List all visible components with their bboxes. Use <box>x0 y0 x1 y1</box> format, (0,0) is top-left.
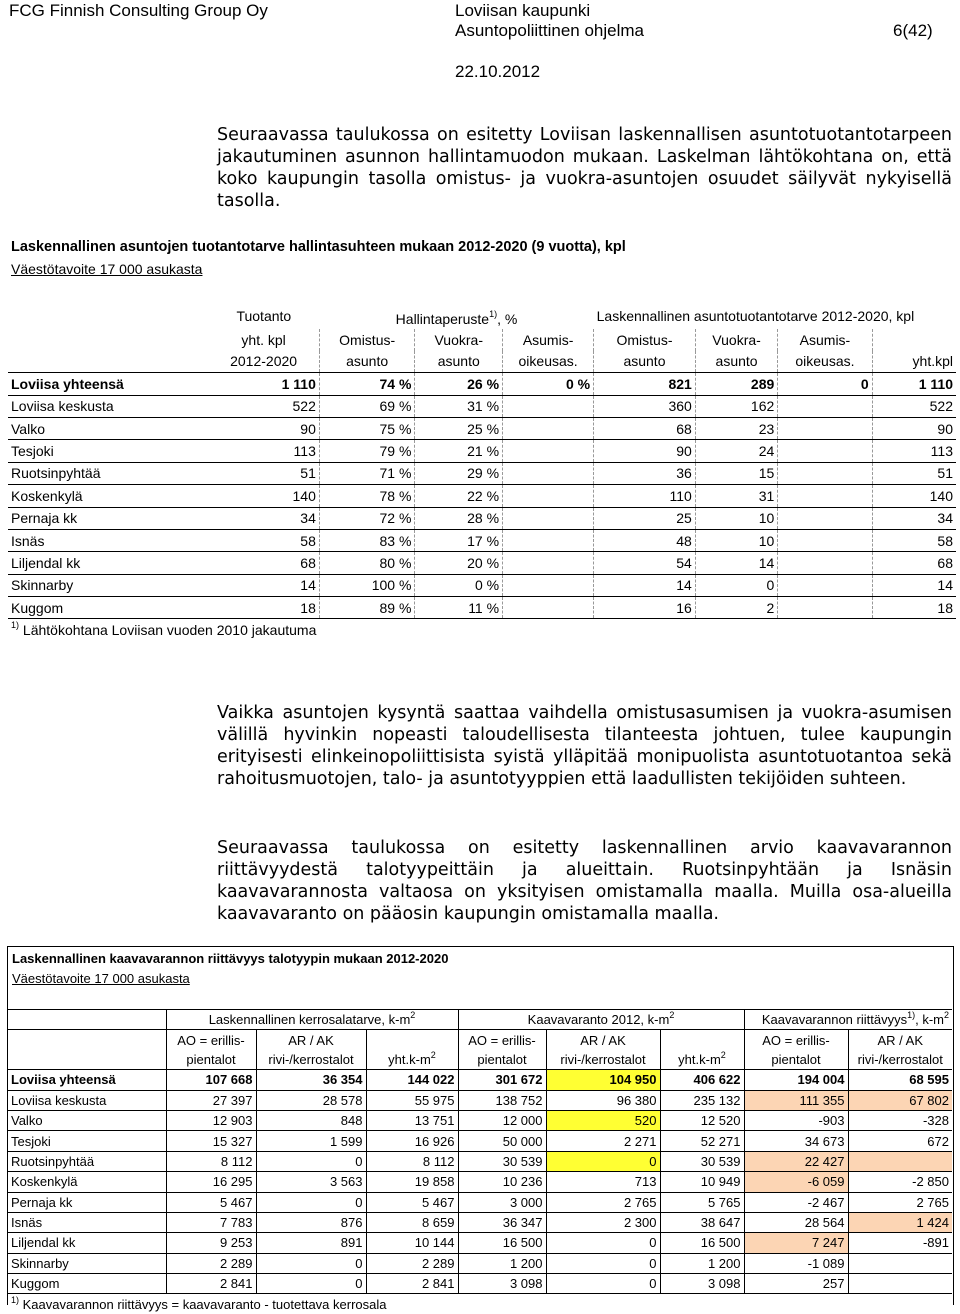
th-oikeus-2: oikeusas. <box>778 351 872 373</box>
table-cell: 2 841 <box>166 1274 256 1294</box>
table-row <box>8 395 956 417</box>
table-cell: 3 098 <box>458 1274 546 1294</box>
table-cell: 34 <box>872 507 956 529</box>
th-riittavyys <box>744 1010 952 1030</box>
table-cell: 1 200 <box>458 1253 546 1273</box>
th-yhtkm-label: yht.k-m <box>388 1051 431 1067</box>
table-cell: -6 059 <box>744 1172 848 1192</box>
unit-exponent: 2 <box>669 1010 675 1021</box>
table-cell: 71 % <box>319 462 415 484</box>
table-row <box>8 1233 952 1253</box>
th-arak-3: AR / AK <box>848 1030 952 1050</box>
table-row <box>8 1212 952 1232</box>
table-cell: 16 295 <box>166 1172 256 1192</box>
area-name: Isnäs <box>8 1212 166 1232</box>
document-title: Asuntopoliittinen ohjelma <box>455 21 645 40</box>
table-cell: 30 539 <box>458 1151 546 1171</box>
company-name: FCG Finnish Consulting Group Oy <box>9 1 268 20</box>
area-name: Pernaja kk <box>8 1192 166 1212</box>
table-cell: 12 000 <box>458 1110 546 1130</box>
area-name: Isnäs <box>8 529 208 551</box>
table-cell: 0 <box>256 1253 366 1273</box>
table-cell: 2 289 <box>366 1253 458 1273</box>
table-cell: 24 <box>695 440 777 462</box>
table-cell: 0 <box>546 1253 660 1273</box>
table-cell: 104 950 <box>546 1070 660 1090</box>
th-kaavavaranto <box>458 1010 744 1030</box>
th-asumis: Asumis- <box>503 329 594 350</box>
table-cell: 0 % <box>415 574 503 596</box>
table-cell: 7 783 <box>166 1212 256 1232</box>
th-rivi-2: rivi-/kerrostalot <box>546 1050 660 1070</box>
table-cell: 194 004 <box>744 1070 848 1090</box>
table-cell: 0 <box>546 1274 660 1294</box>
table-cell: 110 <box>594 485 696 507</box>
th-kerrosala <box>166 1010 458 1030</box>
table-cell: 113 <box>872 440 956 462</box>
table-cell <box>778 417 872 439</box>
table-cell: 891 <box>256 1233 366 1253</box>
table-cell: 100 % <box>319 574 415 596</box>
table-row <box>8 417 956 439</box>
unit-exponent: 2 <box>720 1049 726 1060</box>
th-ao-1: AO = erillis- <box>166 1030 256 1050</box>
table-cell: 78 % <box>319 485 415 507</box>
table-cell: 51 <box>872 462 956 484</box>
table-row <box>8 574 956 596</box>
th-omistus-2: Omistus- <box>594 329 696 350</box>
th-kaavavaranto-label: Kaavavaranto 2012, k-m <box>527 1012 670 1028</box>
table-cell: 68 <box>208 552 319 574</box>
table-cell: 19 858 <box>366 1172 458 1192</box>
table2-header-row-2 <box>8 1030 952 1050</box>
table-cell: -1 089 <box>744 1253 848 1273</box>
table-cell: 876 <box>256 1212 366 1232</box>
table2-header-row-1 <box>8 1010 952 1030</box>
table-cell: 360 <box>594 395 696 417</box>
table-cell: 1 110 <box>872 373 956 395</box>
table-cell: 1 599 <box>256 1131 366 1151</box>
intro-paragraph: Seuraavassa taulukossa on esitetty Loviisan laskennallisen asuntotuotantotarpeen jakautuminen asunnon hallintamuodon mukaan. Laskelman lähtökohtana on, että koko kaupungin tasolla omistus- ja vuokra-asuntojen osuudet säilyvät nykyisellä tasolla. <box>217 125 952 211</box>
table-cell: 18 <box>872 597 956 619</box>
area-name: Koskenkylä <box>8 485 208 507</box>
table-cell <box>503 597 594 619</box>
table-cell <box>503 574 594 596</box>
th-asunto-2: asunto <box>415 351 503 373</box>
table-cell: 17 % <box>415 529 503 551</box>
area-name: Skinnarby <box>8 574 208 596</box>
table-cell: 113 <box>208 440 319 462</box>
table-row <box>8 597 956 619</box>
table-cell: 0 <box>778 373 872 395</box>
table-row <box>8 440 956 462</box>
table-cell: 10 949 <box>660 1172 744 1192</box>
table-cell: 1 110 <box>208 373 319 395</box>
table-cell: 1 200 <box>660 1253 744 1273</box>
th-rivi-3: rivi-/kerrostalot <box>848 1050 952 1070</box>
table-cell: 72 % <box>319 507 415 529</box>
table-cell: 36 347 <box>458 1212 546 1232</box>
table-cell: 14 <box>872 574 956 596</box>
footnote-marker: 1) <box>11 620 20 631</box>
table-cell: 0 % <box>503 373 594 395</box>
table-cell: 10 236 <box>458 1172 546 1192</box>
footnote-text: Lähtökohtana Loviisan vuoden 2010 jakautuma <box>22 622 317 639</box>
area-name: Liljendal kk <box>8 1233 166 1253</box>
table-cell: 52 271 <box>660 1131 744 1151</box>
table-cell: 20 % <box>415 552 503 574</box>
table-cell <box>503 462 594 484</box>
table-cell: 34 673 <box>744 1131 848 1151</box>
client-name: Loviisan kaupunki <box>455 1 591 20</box>
area-name: Liljendal kk <box>8 552 208 574</box>
table-cell: 15 327 <box>166 1131 256 1151</box>
table-cell <box>778 440 872 462</box>
zoning-reserve-table <box>8 1009 952 1314</box>
table-cell: 31 % <box>415 395 503 417</box>
table-row <box>8 1253 952 1273</box>
table-cell: 3 000 <box>458 1192 546 1212</box>
table-cell: 28 564 <box>744 1212 848 1232</box>
table-cell: 713 <box>546 1172 660 1192</box>
table-cell: 36 <box>594 462 696 484</box>
table-cell: 30 539 <box>660 1151 744 1171</box>
table-cell <box>503 417 594 439</box>
th-hallinta-unit: , % <box>497 310 518 327</box>
unit-exponent: 2 <box>943 1010 949 1021</box>
th-rivi-1: rivi-/kerrostalot <box>256 1050 366 1070</box>
table-cell: 522 <box>208 395 319 417</box>
th-vuokra: Vuokra- <box>415 329 503 350</box>
th-riittavyys-unit: , k-m <box>915 1012 944 1028</box>
table-cell: 22 427 <box>744 1151 848 1171</box>
table-cell <box>503 485 594 507</box>
area-name: Ruotsinpyhtää <box>8 462 208 484</box>
table-row <box>8 1090 952 1110</box>
table-cell: 140 <box>872 485 956 507</box>
demand-paragraph: Vaikka asuntojen kysyntä saattaa vaihdella omistusasumisen ja vuokra-asumisen välillä hyvinkin nopeasti taloudellisesta tilanteesta johtuen, tulee kaupungin erityisesti elinkeinopoliittisista syistä ylläpitää monipuolista asuntotuotantoa sekä rahoitusmuotojen, talo- ja asuntotyyppien että laadullisten tekijöiden suhteen. <box>217 703 952 789</box>
table-cell: 2 841 <box>366 1274 458 1294</box>
table1-header-row-3 <box>8 351 956 373</box>
table-cell: 522 <box>872 395 956 417</box>
table-cell: 3 098 <box>660 1274 744 1294</box>
th-omistus: Omistus- <box>319 329 415 350</box>
table1-footnote-row <box>8 619 956 641</box>
table-cell: 0 <box>256 1151 366 1171</box>
table-cell: 9 253 <box>166 1233 256 1253</box>
table-cell <box>778 462 872 484</box>
th-yht-kpl: yht. kpl <box>208 329 319 350</box>
table-cell: 18 <box>208 597 319 619</box>
th-pientalot-1: pientalot <box>166 1050 256 1070</box>
table-cell: 90 <box>872 417 956 439</box>
table-cell: 8 659 <box>366 1212 458 1232</box>
th-laskennallinen: Laskennallinen asuntotuotantotarve 2012-2020, kpl <box>596 307 915 324</box>
table-cell: 67 802 <box>848 1090 952 1110</box>
table-cell: 107 668 <box>166 1070 256 1090</box>
area-name: Skinnarby <box>8 1253 166 1273</box>
table-cell: 2 289 <box>166 1253 256 1273</box>
th-asunto-3: asunto <box>594 351 696 373</box>
table-cell: 12 520 <box>660 1110 744 1130</box>
th-yhtkm-2 <box>660 1050 744 1070</box>
table-cell: 27 397 <box>166 1090 256 1110</box>
zoning-reserve-paragraph: Seuraavassa taulukossa on esitetty laskennallinen arvio kaavavarannon riittävyydestä talotyypeittäin ja alueittain. Ruotsinpyhtään ja Isnäsin kaavavarannosta valtaosa on yksityisen omistamalla maalla. Muilla osa-alueilla kaavavaranto on pääosin kaupungin omistamalla maalla. <box>217 838 952 924</box>
table-cell: 79 % <box>319 440 415 462</box>
table1-title: Laskennallinen asuntojen tuotantotarve hallintasuhteen mukaan 2012-2020 (9 vuotta), kpl <box>11 239 626 255</box>
table-cell: 2 300 <box>546 1212 660 1232</box>
table-row <box>8 1274 952 1294</box>
table-cell: 90 <box>594 440 696 462</box>
page-number: 6(42) <box>893 21 933 40</box>
table-cell: -891 <box>848 1233 952 1253</box>
footnote-text: Kaavavarannon riittävyys = kaavavaranto - tuotettava kerrosala <box>22 1296 387 1312</box>
table-cell: 14 <box>594 574 696 596</box>
table-cell: 80 % <box>319 552 415 574</box>
table-cell: 821 <box>594 373 696 395</box>
table-cell <box>778 574 872 596</box>
area-name: Loviisa keskusta <box>8 395 208 417</box>
table-cell: 74 % <box>319 373 415 395</box>
table1-header-row-2 <box>8 329 956 350</box>
table2-footnote <box>8 1294 660 1314</box>
table-cell: 2 765 <box>848 1192 952 1212</box>
table-cell: 68 <box>872 552 956 574</box>
table-cell: 0 <box>546 1233 660 1253</box>
th-pientalot-2: pientalot <box>458 1050 546 1070</box>
area-name: Kuggom <box>8 597 208 619</box>
table-cell: 289 <box>695 373 777 395</box>
table-cell: 25 % <box>415 417 503 439</box>
table-cell: 54 <box>594 552 696 574</box>
table-cell: 5 765 <box>660 1192 744 1212</box>
area-name: Loviisa keskusta <box>8 1090 166 1110</box>
table-cell <box>778 552 872 574</box>
area-name: Valko <box>8 1110 166 1130</box>
table-cell: 23 <box>695 417 777 439</box>
table-cell: 2 765 <box>546 1192 660 1212</box>
table-row <box>8 485 956 507</box>
table-row <box>8 1070 952 1090</box>
table-cell: -2 850 <box>848 1172 952 1192</box>
production-need-table <box>8 302 956 641</box>
table2-subtitle: Väestötavoite 17 000 asukasta <box>12 971 190 986</box>
table-cell: 2 271 <box>546 1131 660 1151</box>
table1-footnote <box>8 619 319 641</box>
table-cell <box>503 440 594 462</box>
table-cell: 406 622 <box>660 1070 744 1090</box>
table-cell: 10 <box>695 529 777 551</box>
th-vuokra-2: Vuokra- <box>695 329 777 350</box>
th-oikeus-1: oikeusas. <box>503 351 594 373</box>
table-cell: 16 <box>594 597 696 619</box>
th-ao-2: AO = erillis- <box>458 1030 546 1050</box>
table-cell: 301 672 <box>458 1070 546 1090</box>
table-cell: -903 <box>744 1110 848 1130</box>
table-cell: 28 578 <box>256 1090 366 1110</box>
table-cell: 7 247 <box>744 1233 848 1253</box>
table-cell: 25 <box>594 507 696 529</box>
table-cell: 10 144 <box>366 1233 458 1253</box>
table-cell <box>503 552 594 574</box>
table-cell <box>778 507 872 529</box>
table-cell: 140 <box>208 485 319 507</box>
table2-title: Laskennallinen kaavavarannon riittävyys talotyypin mukaan 2012-2020 <box>12 951 449 966</box>
table-cell: 28 % <box>415 507 503 529</box>
table-cell: 144 022 <box>366 1070 458 1090</box>
table-cell: 5 467 <box>166 1192 256 1212</box>
table-cell <box>848 1274 952 1294</box>
table-cell: 0 <box>546 1151 660 1171</box>
table-row <box>8 507 956 529</box>
th-asunto-1: asunto <box>319 351 415 373</box>
document-date: 22.10.2012 <box>455 62 541 81</box>
table-row <box>8 1172 952 1192</box>
table-cell: 96 380 <box>546 1090 660 1110</box>
th-hallintaperuste <box>319 302 593 329</box>
area-name: Koskenkylä <box>8 1172 166 1192</box>
area-name: Loviisa yhteensä <box>8 373 208 395</box>
table-cell: 10 <box>695 507 777 529</box>
table-cell: 672 <box>848 1131 952 1151</box>
table-cell: 111 355 <box>744 1090 848 1110</box>
table2-header-row-3 <box>8 1050 952 1070</box>
table-cell: 0 <box>256 1192 366 1212</box>
th-pientalot-3: pientalot <box>744 1050 848 1070</box>
area-name: Ruotsinpyhtää <box>8 1151 166 1171</box>
table-cell: 1 424 <box>848 1212 952 1232</box>
table-cell: 90 <box>208 417 319 439</box>
th-asumis-2: Asumis- <box>778 329 872 350</box>
table-row <box>8 462 956 484</box>
table-cell: 89 % <box>319 597 415 619</box>
th-years: 2012-2020 <box>208 351 319 373</box>
unit-exponent: 2 <box>410 1010 416 1021</box>
table-cell <box>503 507 594 529</box>
table-cell: 69 % <box>319 395 415 417</box>
table-cell: 75 % <box>319 417 415 439</box>
th-yhtkm-1 <box>366 1050 458 1070</box>
table-cell: 2 <box>695 597 777 619</box>
footnote-marker: 1) <box>907 1010 916 1021</box>
table-cell <box>848 1253 952 1273</box>
table-cell <box>778 597 872 619</box>
th-tuotanto: Tuotanto <box>236 307 292 324</box>
table-row <box>8 1131 952 1151</box>
th-yhtkm-label: yht.k-m <box>678 1051 721 1067</box>
th-riittavyys-label: Kaavavarannon riittävyys <box>761 1012 908 1028</box>
table1-subtitle: Väestötavoite 17 000 asukasta <box>11 261 203 277</box>
table-row <box>8 1192 952 1212</box>
table-cell: 34 <box>208 507 319 529</box>
table-cell: 58 <box>872 529 956 551</box>
table-cell: 22 % <box>415 485 503 507</box>
area-name: Kuggom <box>8 1274 166 1294</box>
table-cell: 257 <box>744 1274 848 1294</box>
table-cell: 16 500 <box>660 1233 744 1253</box>
footnote-marker: 1) <box>11 1294 20 1305</box>
table-cell: 14 <box>208 574 319 596</box>
table-cell: 13 751 <box>366 1110 458 1130</box>
table-cell: 14 <box>695 552 777 574</box>
table-cell: 38 647 <box>660 1212 744 1232</box>
table2-footnote-row <box>8 1294 952 1314</box>
table-cell: -328 <box>848 1110 952 1130</box>
table-cell <box>503 529 594 551</box>
table-cell: 29 % <box>415 462 503 484</box>
table-cell: 848 <box>256 1110 366 1130</box>
table-cell: 11 % <box>415 597 503 619</box>
table-cell: 21 % <box>415 440 503 462</box>
table-cell: 138 752 <box>458 1090 546 1110</box>
table-cell: 16 500 <box>458 1233 546 1253</box>
table-cell: 55 975 <box>366 1090 458 1110</box>
table-cell: 8 112 <box>366 1151 458 1171</box>
table-cell: 5 467 <box>366 1192 458 1212</box>
table-cell: 235 132 <box>660 1090 744 1110</box>
table-cell <box>778 529 872 551</box>
table-cell: 162 <box>695 395 777 417</box>
area-name: Pernaja kk <box>8 507 208 529</box>
table-cell: 3 563 <box>256 1172 366 1192</box>
th-yhtkpl: yht.kpl <box>872 351 956 373</box>
th-arak-1: AR / AK <box>256 1030 366 1050</box>
area-name: Valko <box>8 417 208 439</box>
table-row <box>8 529 956 551</box>
table-cell: 31 <box>695 485 777 507</box>
table-cell: 68 <box>594 417 696 439</box>
area-name: Loviisa yhteensä <box>8 1070 166 1090</box>
area-name: Tesjoki <box>8 440 208 462</box>
table-cell: 8 112 <box>166 1151 256 1171</box>
table-cell: 15 <box>695 462 777 484</box>
table-cell: -2 467 <box>744 1192 848 1212</box>
table-cell: 68 595 <box>848 1070 952 1090</box>
table-cell: 0 <box>695 574 777 596</box>
table-cell: 0 <box>256 1274 366 1294</box>
footnote-marker: 1) <box>489 308 498 319</box>
th-asunto-4: asunto <box>695 351 777 373</box>
th-kerrosala-label: Laskennallinen kerrosalatarve, k-m <box>208 1012 411 1028</box>
th-ao-3: AO = erillis- <box>744 1030 848 1050</box>
area-name: Tesjoki <box>8 1131 166 1151</box>
table-cell: 51 <box>208 462 319 484</box>
table-cell <box>778 485 872 507</box>
table-cell <box>503 395 594 417</box>
table-row <box>8 552 956 574</box>
th-arak-2: AR / AK <box>546 1030 660 1050</box>
table1-header-row-1 <box>8 302 956 329</box>
table-cell: 12 903 <box>166 1110 256 1130</box>
table-row <box>8 1151 952 1171</box>
table-row <box>8 373 956 395</box>
unit-exponent: 2 <box>430 1049 436 1060</box>
table-cell: 520 <box>546 1110 660 1130</box>
table-cell <box>848 1151 952 1171</box>
table-cell: 26 % <box>415 373 503 395</box>
table-cell: 48 <box>594 529 696 551</box>
table-cell: 58 <box>208 529 319 551</box>
table-cell: 50 000 <box>458 1131 546 1151</box>
table-cell: 83 % <box>319 529 415 551</box>
table-row <box>8 1110 952 1130</box>
table-cell <box>778 395 872 417</box>
th-hallinta-label: Hallintaperuste <box>395 310 490 327</box>
table-cell: 36 354 <box>256 1070 366 1090</box>
table-cell: 16 926 <box>366 1131 458 1151</box>
